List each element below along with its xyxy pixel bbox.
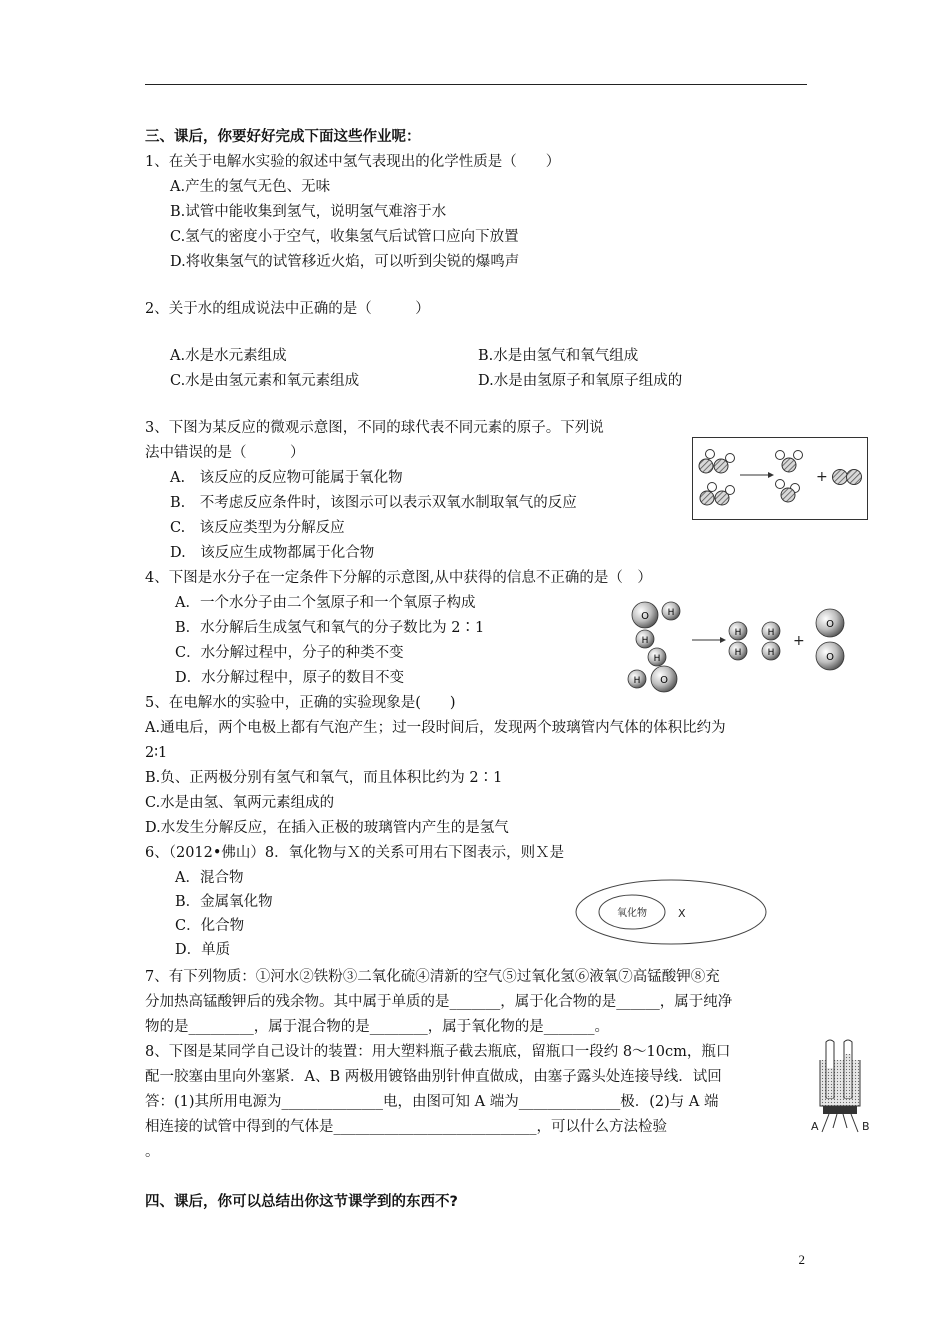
- q5-option-b: B.负、正两极分别有氢气和氧气，而且体积比约为 2∶1: [145, 770, 503, 786]
- q1-option-a: A.产生的氢气无色、无味: [170, 179, 331, 195]
- q7-line1: 7、有下列物质：①河水②铁粉③二氧化硫④清新的空气⑤过氧化氢⑥液氧⑦高锰酸钾⑧充: [145, 969, 720, 985]
- svg-text:H: H: [734, 648, 742, 658]
- q4-option-c: C．水分解过程中，分子的种类不变: [175, 645, 404, 661]
- q3-option-c: C. 该反应类型为分解反应: [170, 520, 345, 536]
- q8-electrolysis-apparatus: [811, 1038, 875, 1138]
- q3-plus-sign: +: [816, 469, 828, 485]
- q2-option-b: B.水是由氢气和氧气组成: [478, 348, 639, 364]
- q3-reaction-diagram: [692, 437, 868, 520]
- svg-text:O: O: [826, 652, 834, 663]
- page-number: 2: [798, 1252, 805, 1267]
- hydrogen-molecule-2: [762, 622, 780, 660]
- svg-text:H: H: [653, 654, 661, 664]
- q2-option-c: C.水是由氢元素和氧元素组成: [170, 373, 360, 389]
- header-rule: [145, 84, 807, 85]
- q6-option-a: A．混合物: [175, 870, 244, 886]
- q5-option-a-line2: 2∶1: [145, 745, 168, 761]
- q6-stem: 6、（2012•佛山）8．氧化物与Ｘ的关系可用右下图表示，则Ｘ是: [145, 845, 565, 861]
- q4-option-a: A．一个水分子由二个氢原子和一个氧原子构成: [175, 595, 476, 611]
- q6-option-b: B．金属氧化物: [175, 894, 273, 910]
- q8-line4: 相连接的试管中得到的气体是____________________________，可以什么方法检验: [145, 1119, 667, 1135]
- q5-stem: 5、在电解水的实验中，正确的实验现象是( ): [145, 695, 456, 711]
- q1-option-b: B.试管中能收集到氢气，说明氢气难溶于水: [170, 204, 447, 220]
- svg-text:H: H: [734, 628, 742, 638]
- q3-option-d: D. 该反应生成物都属于化合物: [170, 545, 375, 561]
- q6-option-c: C．化合物: [175, 918, 245, 934]
- q1-option-c: C.氢气的密度小于空气，收集氢气后试管口应向下放置: [170, 229, 519, 245]
- oxygen-molecule: [816, 609, 844, 670]
- q3-option-b: B. 不考虑反应条件时，该图示可以表示双氧水制取氧气的反应: [170, 495, 577, 511]
- svg-text:H: H: [641, 636, 649, 646]
- water-molecule-1: [632, 602, 680, 648]
- hydrogen-molecule-1: [729, 622, 747, 660]
- q7-line2: 分加热高锰酸钾后的残余物。其中属于单质的是_______，属于化合物的是______，属于纯净: [145, 994, 733, 1010]
- q6-option-d: D．单质: [175, 942, 231, 958]
- q3-stem-line1: 3、下图为某反应的微观示意图，不同的球代表不同元素的原子。下列说: [145, 420, 604, 436]
- q1-option-d: D.将收集氢气的试管移近火焰，可以听到尖锐的爆鸣声: [170, 254, 520, 270]
- q4-stem: 4、下图是水分子在一定条件下分解的示意图,从中获得的信息不正确的是（ ）: [145, 570, 652, 586]
- svg-text:H: H: [767, 648, 775, 658]
- test-tube-right: [844, 1040, 852, 1098]
- svg-text:H: H: [767, 628, 775, 638]
- q7-line3: 物的是_________，属于混合物的是________，属于氧化物的是_______。: [145, 1019, 609, 1035]
- test-tube-left: [826, 1040, 834, 1098]
- q6-venn-diagram: [574, 877, 768, 947]
- section4-title: 四、课后，你可以总结出你这节课学到的东西不?: [145, 1194, 458, 1210]
- svg-text:O: O: [660, 675, 668, 686]
- q2-stem: 2、关于水的组成说法中正确的是（ ）: [145, 301, 430, 317]
- q1-stem: 1、在关于电解水实验的叙述中氢气表现出的化学性质是（ ）: [145, 154, 561, 170]
- svg-text:O: O: [826, 619, 834, 630]
- q4-option-b: B．水分解后生成氢气和氧气的分子数比为 2∶1: [175, 620, 485, 636]
- q8-line5: 。: [145, 1144, 160, 1160]
- electrode-a-label: A: [811, 1120, 819, 1133]
- q3-option-a: A. 该反应的反应物可能属于氧化物: [170, 470, 403, 486]
- q5-option-c: C.水是由氢、氧两元素组成的: [145, 795, 335, 811]
- svg-text:H: H: [633, 676, 641, 686]
- q4-reaction-arrow: [692, 637, 726, 643]
- svg-text:O: O: [641, 611, 649, 622]
- q8-line3: 答：(1)其所用电源为______________电，由图可知 A 端为______________极．(2)与 A 端: [145, 1094, 719, 1110]
- section3-title: 三、课后，你要好好完成下面这些作业呢：: [145, 129, 421, 145]
- water-molecule-2: [628, 648, 677, 692]
- outer-set-label: X: [678, 907, 686, 920]
- q8-line1: 8、下图是某同学自己设计的装置：用大塑料瓶子截去瓶底，留瓶口一段约 8～10cm，瓶口: [145, 1044, 731, 1060]
- q4-plus-sign: +: [793, 633, 805, 649]
- inner-set-label: 氧化物: [617, 908, 647, 919]
- q8-line2: 配一胶塞由里向外塞紧．A、B 两极用镀铬曲别针伸直做成，由塞子露头处连接导线．试回: [145, 1069, 722, 1085]
- q2-option-d: D.水是由氢原子和氧原子组成的: [478, 373, 683, 389]
- q4-water-decomposition-diagram: [620, 595, 860, 695]
- svg-text:H: H: [667, 608, 675, 618]
- q5-option-d: D.水发生分解反应，在插入正极的玻璃管内产生的是氢气: [145, 820, 509, 836]
- q4-option-d: D．水分解过程中，原子的数目不变: [175, 670, 405, 686]
- q5-option-a-line1: A.通电后，两个电极上都有气泡产生；过一段时间后，发现两个玻璃管内气体的体积比约为: [145, 720, 726, 736]
- q2-option-a: A.水是水元素组成: [170, 348, 287, 364]
- q3-stem-line2: 法中错误的是（ ）: [145, 445, 305, 461]
- electrode-b-label: B: [862, 1120, 870, 1133]
